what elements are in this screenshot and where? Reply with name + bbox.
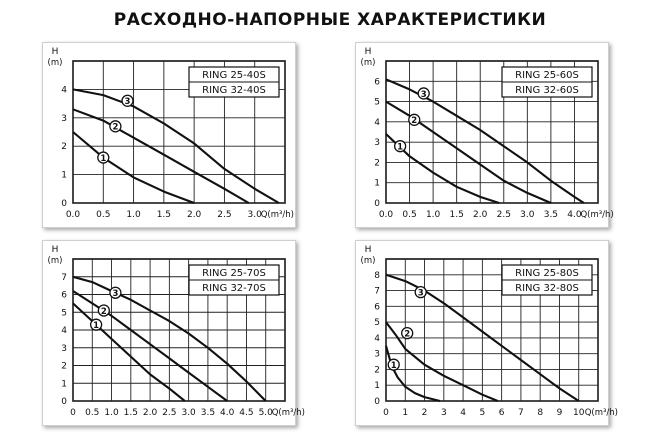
x-tick-label: 0.5 [85,408,100,418]
x-tick-label: 1.5 [449,210,464,220]
y-axis-label: H [51,47,59,57]
y-tick-label: 6 [374,77,380,88]
y-tick-label: 2 [374,365,380,376]
model-name: RING 32-40S [202,85,266,96]
model-name: RING 25-40S [202,70,266,81]
y-tick-label: 5 [61,308,67,319]
x-tick-label: 0.5 [402,210,417,220]
y-tick-label: 0 [374,199,380,209]
x-tick-label: 5.0 [258,408,273,418]
x-tick-label: 10 [573,408,585,418]
y-axis-label: H [364,245,372,255]
chart-panel-2 [355,42,614,228]
y-tick-label: 1 [374,178,380,189]
y-tick-label: 1 [61,170,67,181]
x-tick-label: 3 [440,408,447,418]
x-tick-label: 4 [460,408,466,418]
x-tick-label: 2.0 [142,408,158,418]
y-tick-label: 6 [374,302,380,313]
x-tick-label: 6 [498,408,505,418]
x-tick-label: 2.5 [217,210,232,220]
y-tick-label: 5 [374,318,380,329]
curve-marker-label: 2 [411,116,418,127]
model-name: RING 25-70S [202,268,266,279]
curve-marker-label: 2 [404,329,411,340]
curve-marker-label: 3 [420,89,427,100]
y-axis-unit: (m) [47,58,63,68]
x-tick-label: 1.0 [126,210,141,220]
y-tick-label: 7 [374,286,380,297]
model-name: RING 32-80S [515,283,579,294]
y-axis-unit: (m) [360,256,376,266]
y-tick-label: 4 [374,117,380,128]
x-tick-label: 4.0 [567,210,582,220]
curve-marker-label: 1 [93,320,100,331]
x-tick-label: 3.0 [181,408,196,418]
chart-panel-3 [42,240,305,426]
y-tick-label: 5 [374,97,380,108]
y-tick-label: 2 [61,361,67,372]
x-tick-label: 7 [518,408,524,418]
x-tick-label: 1.0 [425,210,441,220]
x-axis-label: Q(m³/h) [260,210,294,220]
y-tick-label: 1 [374,381,380,392]
curve-marker-label: 3 [417,288,424,299]
x-tick-label: 0.0 [378,210,394,220]
x-tick-label: 0 [383,408,389,418]
y-tick-label: 6 [61,290,67,301]
y-tick-label: 7 [61,272,67,283]
y-tick-label: 2 [374,158,380,169]
curve-marker-label: 1 [390,361,397,372]
chart-panel-1 [42,42,296,228]
curve-marker-label: 1 [397,142,404,153]
x-tick-label: 2.0 [473,210,488,220]
x-tick-label: 3.0 [247,210,262,220]
curve-marker-label: 2 [100,306,107,317]
y-tick-label: 4 [61,326,67,336]
y-tick-label: 0 [61,397,67,407]
pump-curve-chart-2 [356,43,614,227]
y-tick-label: 4 [61,85,67,96]
x-tick-label: 1.5 [156,210,172,220]
x-tick-label: 0 [70,408,76,418]
y-axis-unit: (m) [47,256,63,266]
x-tick-label: 3.0 [520,210,535,220]
x-tick-label: 4.5 [239,408,254,418]
y-tick-label: 0 [61,199,67,209]
x-tick-label: 0.0 [65,210,81,220]
y-tick-label: 3 [374,138,380,149]
x-tick-label: 9 [556,408,563,418]
x-axis-label: Q(m³/h) [271,408,305,418]
curve-marker-label: 1 [100,153,107,164]
model-name: RING 32-70S [202,283,266,294]
x-axis-label: Q(m³/h) [584,408,618,418]
y-axis-label: H [364,47,372,57]
y-tick-label: 3 [61,113,67,124]
x-tick-label: 1.5 [123,408,138,418]
x-tick-label: 5 [479,408,486,418]
x-tick-label: 2 [421,408,428,418]
pump-curve-chart-3 [43,241,305,425]
x-tick-label: 4.0 [220,408,235,418]
y-tick-label: 3 [61,343,67,354]
y-tick-label: 2 [61,142,67,153]
x-tick-label: 1.0 [104,408,119,418]
x-tick-label: 2.5 [496,210,511,220]
y-axis-unit: (m) [360,58,376,68]
pump-curve-chart-1 [43,43,295,227]
y-tick-label: 0 [374,397,380,407]
y-tick-label: 3 [374,349,380,360]
x-axis-label: Q(m³/h) [580,210,614,220]
x-tick-label: 0.5 [96,210,111,220]
x-tick-label: 2.0 [186,210,202,220]
curve-marker-label: 3 [112,289,119,300]
model-name: RING 25-80S [515,268,579,279]
curve-marker-label: 2 [112,122,119,133]
x-tick-label: 8 [537,408,544,418]
y-axis-label: H [51,245,59,255]
x-tick-label: 3.5 [543,210,559,220]
y-tick-label: 1 [61,379,67,390]
x-tick-label: 1 [402,408,409,418]
model-name: RING 25-60S [515,70,579,81]
y-tick-label: 4 [374,333,380,344]
y-tick-label: 8 [374,270,380,281]
x-tick-label: 3.5 [200,408,216,418]
page-title: РАСХОДНО-НАПОРНЫЕ ХАРАКТЕРИСТИКИ [113,10,547,30]
chart-panel-4 [355,240,618,426]
pump-curve-chart-4 [356,241,618,425]
curve-marker-label: 3 [124,97,131,108]
x-tick-label: 2.5 [162,408,177,418]
model-name: RING 32-60S [515,85,579,96]
